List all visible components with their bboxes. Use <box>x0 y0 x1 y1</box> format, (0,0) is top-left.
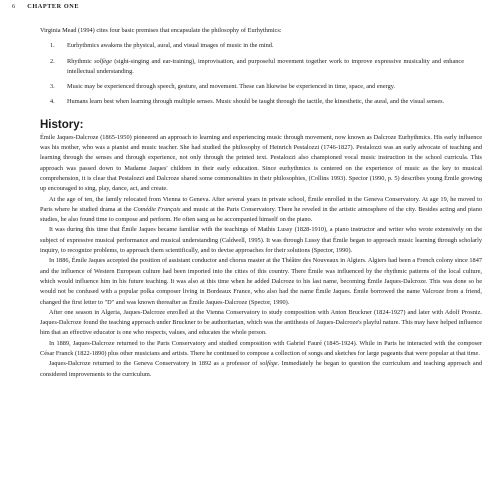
history-paragraph-7 <box>40 359 482 380</box>
list-item-italic: solfège <box>94 57 112 65</box>
paragraph-text-pre: At the age of ten, the family relocated from Vienna to Geneva. After several years in private school, Émile enrolled in the Geneva Conservatory. At age 19, he moved to Paris where he studied drama at the <box>40 195 482 213</box>
list-item-text-post: (sight-singing and ear-training), improvisation, and purposeful movement together work to improve expressive musicality and enhance intellectual understanding. <box>67 57 464 75</box>
list-item-text: Music may be experienced through speech, gesture, and movement. These can likewise be experienced in time, space, and energy. <box>67 83 396 91</box>
list-item <box>40 57 482 78</box>
history-paragraph-6: In 1889, Jaques-Dalcroze returned to the Paris Conservatory and studied composition with Gabriel Fauré (1845-1924). While in Paris he interacted with the composer César Franck (1822-1890) plus other musicians and artists. There he continued to compose a collection of songs and sketches for large pageants that were popular at that time. <box>40 339 482 358</box>
history-paragraph-1: Émile Jaques-Dalcroze (1865-1950) pioneered an approach to learning and experiencing music through movement, now known as Dalcroze Eurhythmics. His early influence was his mother, who was a pianist and music teacher. She had studied the philosophy of Heinrich Pestalozzi (1746-1827). Pestalozzi was an early advocate of teaching and learning through the senses and through experience, not only through the printed text. Pestalozzi also championed vocal music instruction in the school curricula. This approach was passed down to Madame Jaques' children in their early education. Since eurhythmics is centered on the experience of music as the key to musical comprehension, it is clear that Pestalozzi and Dalcroze shared some commonalities in their philosophies, (Collins 1993). Spector (1990, p. 5) describes young Émile growing up encouraged to sing, play, dance, act, and create. <box>40 133 482 193</box>
chapter-title: CHAPTER ONE <box>27 3 80 10</box>
list-item-number: 1. <box>50 42 55 50</box>
intro-paragraph: Virginia Mead (1994) cites four basic premises that encapsulate the philosophy of Eurhythmics: <box>40 27 282 34</box>
list-item-text: Eurhythmics awakens the physical, aural, and visual images of music in the mind. <box>67 42 274 50</box>
paragraph-text-post: and music at the Paris Conservatory. There he reveled in the artistic atmosphere of the city. Besides acting and piano studies, he also found time to compose and perform. He often sang as he accompanied himself on the piano. <box>40 205 482 224</box>
premises-list <box>40 41 482 107</box>
paragraph-text-post: . Immediately he began to question the curriculum and teaching approach and considered improvements to the curriculum. <box>40 360 482 378</box>
list-item-text-pre: Rhythmic <box>67 57 95 65</box>
history-paragraph-2 <box>40 195 482 226</box>
history-paragraph-5: After one season in Algeria, Jaques-Dalcroze enrolled at the Vienna Conservatory to study composition with Anton Bruckner (1824-1927) and later with Adolf Prosniz. Jaques-Dalcroze found the teaching approach under Bruckner to be authoritarian, which was the antithesis of Jaques-Dalcroze's playful nature. This may have helped influence him that an effective educator is one who respects, values, and educates the whole person. <box>40 308 482 337</box>
paragraph-italic: Comédie Français <box>133 205 181 213</box>
paragraph-text-pre: Jaques-Dalcroze returned to the Geneva Conservatory in 1892 as a professor of <box>49 360 260 368</box>
page-number: 6 <box>12 3 16 10</box>
section-heading: History: <box>40 118 84 131</box>
list-item <box>40 41 482 51</box>
list-item-number: 3. <box>50 83 55 91</box>
history-paragraph-3: It was during this time that Émile Jaques became familiar with the teachings of Mathis Lussy (1828-1910), a piano instructor and writer who wrote extensively on the subject of expressive musical performance and musical understanding (Caldwell, 1995). It was through Lussy that Émile began to approach music learning through scholarly inquiry, to recognize problems, to approach them scientifically, and to devise approaches for their solutions (Spector, 1990). <box>40 226 482 255</box>
list-item-number: 2. <box>50 57 55 65</box>
running-head <box>12 3 79 10</box>
list-item-text: Humans learn best when learning through multiple senses. Music should be taught through the tactile, the kinesthetic, the aural, and the visual senses. <box>67 98 445 106</box>
list-item <box>40 97 482 107</box>
list-item-number: 4. <box>50 98 55 106</box>
history-paragraph-4: In 1886, Émile Jaques accepted the position of assistant conductor and chorus master at the Théâtre des Nouveaux in Algiers. Algiers had been a French colony since 1847 and the influence of Western European culture had been imported into the cities of this country. There Émile was influenced by the rhythmic patterns of the local culture, which would influence him in his future teaching. It was also at this time when he added Dalcroze to his last name, becoming Émile Jaques-Dalcroze. This was done so he would not be confused with a popular polka composer living in Bordeaux France, who also had the name Émile Jaques. Émile borrowed the name Valcroze from a friend, changed the first letter to "D" and was known thereafter as Émile Jaques-Dalcroze (Spector, 1990). <box>40 257 482 306</box>
list-item <box>40 82 482 92</box>
paragraph-italic: solfège <box>259 360 278 368</box>
page-body <box>40 26 482 380</box>
